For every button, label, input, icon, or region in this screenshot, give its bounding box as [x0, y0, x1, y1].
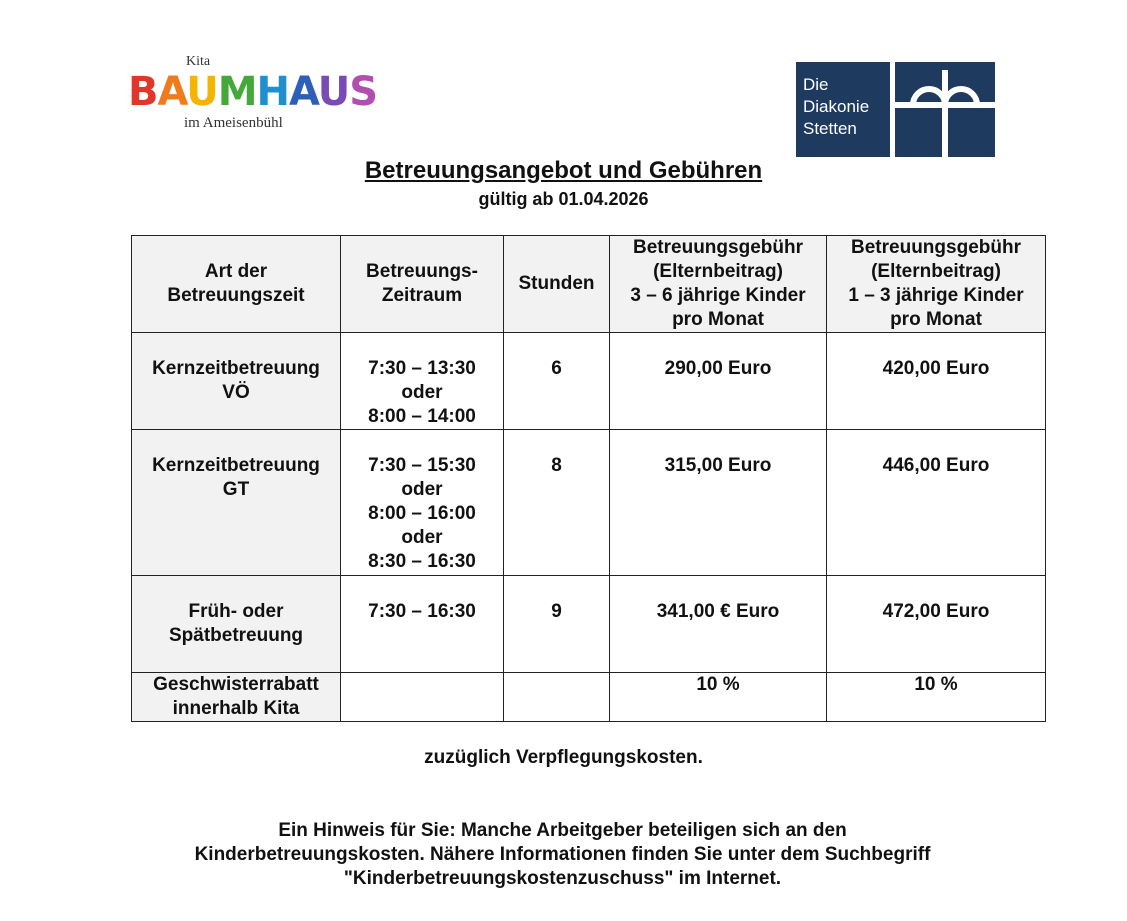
- care-type-cell-line: GT: [222, 479, 250, 500]
- employer-hint: [140, 819, 985, 891]
- column-header-line: Betreuungszeit: [167, 285, 305, 306]
- hint-line-2: Kinderbetreuungskosten. Nähere Informationen finden Sie unter dem Suchbegriff: [194, 844, 931, 865]
- hours-cell: 6: [504, 333, 610, 430]
- table-header-row: [132, 236, 1046, 333]
- logo-letter: A: [157, 69, 187, 115]
- fee-1-3-cell: 446,00 Euro: [827, 430, 1046, 576]
- care-period-cell-line: 7:30 – 15:30: [368, 455, 476, 476]
- care-period-cell-line: 8:00 – 14:00: [368, 406, 476, 427]
- care-type-cell-line: VÖ: [222, 382, 250, 403]
- column-header: [504, 236, 610, 333]
- column-header-line: 1 – 3 jährige Kinder: [848, 285, 1024, 306]
- logo-letter: B: [128, 69, 158, 115]
- fee-1-3-cell: 10 %: [827, 673, 1046, 722]
- fee-3-6-cell: 290,00 Euro: [610, 333, 827, 430]
- care-type-cell: [132, 430, 341, 576]
- column-header: [827, 236, 1046, 333]
- column-header-line: pro Monat: [890, 309, 982, 330]
- column-header-line: Betreuungsgebühr: [633, 237, 803, 258]
- logo-letter: M: [217, 69, 257, 115]
- diakonie-logo-box: [796, 62, 890, 157]
- column-header-line: pro Monat: [672, 309, 764, 330]
- table-row: [132, 430, 1046, 576]
- logo-letter: U: [186, 69, 218, 115]
- fee-3-6-cell: 10 %: [610, 673, 827, 722]
- column-header-line: Betreuungs-: [366, 261, 478, 282]
- hint-line-1: Ein Hinweis für Sie: Manche Arbeitgeber beteiligen sich an den: [278, 820, 847, 841]
- table-row: [132, 333, 1046, 430]
- logo-subtitle: im Ameisenbühl: [184, 115, 283, 131]
- table-row: [132, 673, 1046, 722]
- column-header: [341, 236, 504, 333]
- care-type-cell: [132, 673, 341, 722]
- diakonie-stetten-logo: [796, 62, 995, 157]
- diakonie-line-1: Die: [803, 75, 829, 94]
- care-period-cell: [341, 430, 504, 576]
- care-period-cell: [341, 673, 504, 722]
- column-header: [610, 236, 827, 333]
- diakonie-line-2: Diakonie: [803, 97, 870, 116]
- care-period-cell: [341, 576, 504, 673]
- logo-kita-text: Kita: [186, 54, 211, 69]
- care-type-cell-line: Spätbetreuung: [168, 625, 304, 646]
- fee-3-6-cell: 341,00 € Euro: [610, 576, 827, 673]
- logo-letter: S: [349, 69, 378, 115]
- page-title: Betreuungsangebot und Gebühren: [364, 157, 763, 184]
- fee-1-3-cell: 472,00 Euro: [827, 576, 1046, 673]
- care-period-cell: [341, 333, 504, 430]
- meals-note: zuzüglich Verpflegungskosten.: [424, 747, 703, 768]
- care-period-cell-line: 7:30 – 16:30: [368, 601, 476, 622]
- care-period-cell-line: 8:00 – 16:00: [368, 503, 476, 524]
- column-header-line: Zeitraum: [381, 285, 463, 306]
- hours-cell: [504, 673, 610, 722]
- logo-baumhaus-word: [128, 68, 377, 116]
- logo-letter: A: [289, 69, 318, 115]
- care-period-cell-line: 7:30 – 13:30: [368, 358, 476, 379]
- column-header-line: (Elternbeitrag): [871, 261, 1001, 282]
- care-type-cell: [132, 576, 341, 673]
- logo-letter: H: [256, 69, 290, 115]
- care-period-cell-line: oder: [401, 382, 443, 403]
- care-type-cell-line: Kernzeitbetreuung: [152, 455, 320, 476]
- table-row: [132, 576, 1046, 673]
- care-type-cell-line: Kernzeitbetreuung: [152, 358, 320, 379]
- care-period-cell-line: oder: [401, 527, 443, 548]
- care-type-cell-line: Geschwisterrabatt: [153, 674, 319, 695]
- logo-letter: U: [317, 69, 350, 115]
- hint-line-3: "Kinderbetreuungskostenzuschuss" im Internet.: [343, 868, 782, 889]
- column-header-line: Stunden: [518, 273, 595, 294]
- care-type-cell-line: Früh- oder: [188, 601, 284, 622]
- care-period-cell-line: 8:30 – 16:30: [368, 551, 476, 572]
- column-header-line: (Elternbeitrag): [653, 261, 783, 282]
- fees-table: [131, 235, 1046, 722]
- fee-1-3-cell: 420,00 Euro: [827, 333, 1046, 430]
- column-header: [132, 236, 341, 333]
- diakonie-line-3: Stetten: [803, 119, 857, 138]
- care-period-cell-line: oder: [401, 479, 443, 500]
- diakonie-cross-icon: [895, 62, 995, 157]
- care-type-cell-line: innerhalb Kita: [172, 698, 300, 719]
- hours-cell: 8: [504, 430, 610, 576]
- fee-3-6-cell: 315,00 Euro: [610, 430, 827, 576]
- hours-cell: 9: [504, 576, 610, 673]
- column-header-line: Betreuungsgebühr: [851, 237, 1021, 258]
- column-header-line: Art der: [204, 261, 268, 282]
- column-header-line: 3 – 6 jährige Kinder: [630, 285, 806, 306]
- kita-baumhaus-logo: [128, 54, 378, 134]
- care-type-cell: [132, 333, 341, 430]
- page-subtitle: gültig ab 01.04.2026: [478, 189, 649, 209]
